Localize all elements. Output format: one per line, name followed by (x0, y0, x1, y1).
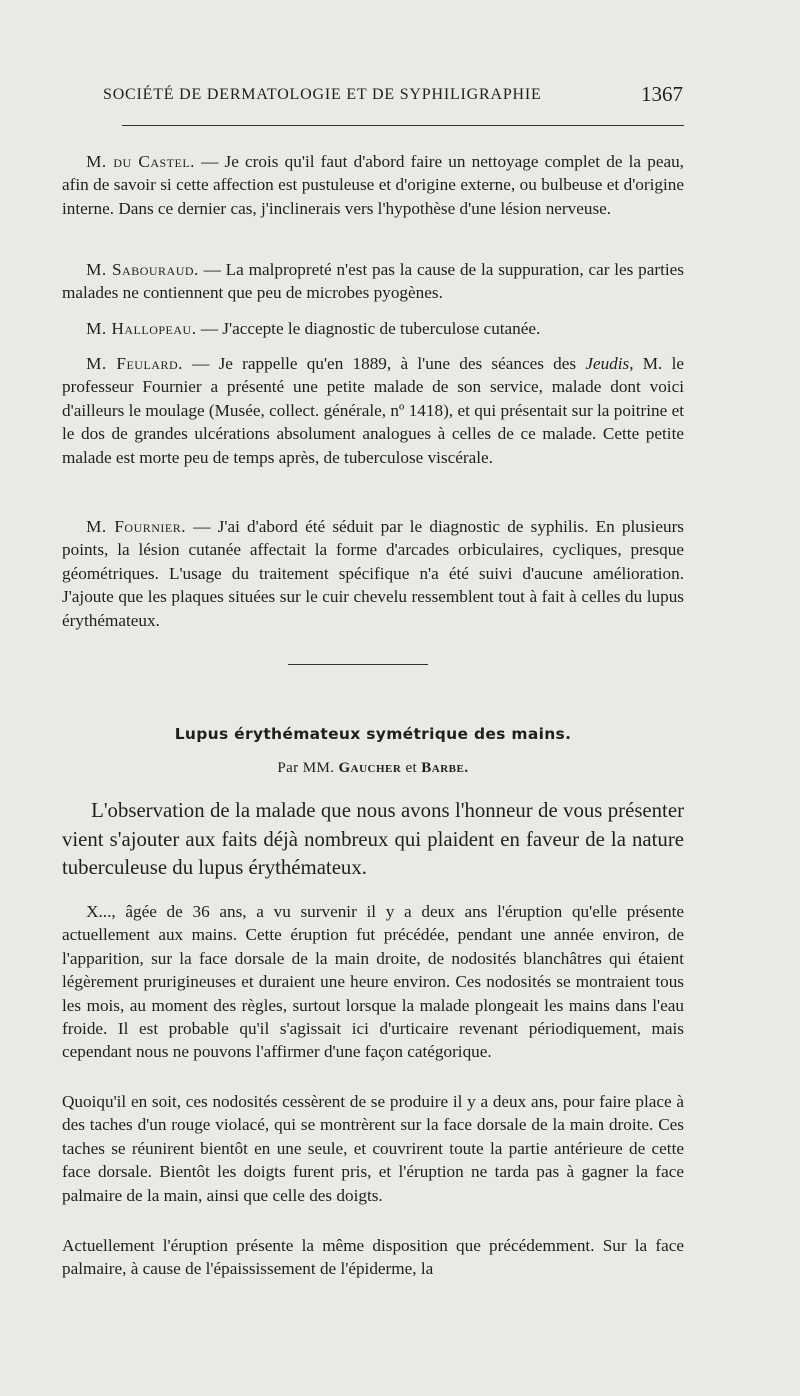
author-name: Barbe. (421, 760, 469, 776)
remark-text: — J'ai d'abord été séduit par le diagnostic de syphilis. En plusieurs points, la lésion cutanée affectait la forme d'arcades orbiculaires, cycliques, presque géométriques. L'usage du traitement spécifique n'a été suivi d'aucune amélioration. J'ajoute que les plaques situées sur le cuir chevelu ressemblent tout à fait à celles du lupus érythémateux. (62, 517, 684, 630)
speaker-name: M. du Castel. (86, 152, 195, 171)
page-number: 1367 (641, 82, 683, 106)
body-paragraph (62, 900, 684, 1064)
remark-text: — Je rappelle qu'en 1889, à l'une des séances des (182, 354, 586, 373)
speaker-name: M. Fournier. (86, 517, 187, 536)
remark-text: — Je crois qu'il faut d'abord faire un nettoyage complet de la peau, afin de savoir si cette affection est pustuleuse et d'origine externe, ou bulbeuse et d'origine interne. Dans ce dernier cas, j'inclinerais vers l'hypothèse d'une lésion nerveuse. (62, 152, 684, 218)
remark-italic: Jeudis (585, 354, 630, 373)
remark-du-castel (62, 150, 684, 220)
byline-prefix: Par MM. (277, 760, 339, 776)
lead-text: L'observation de la malade que nous avons l'honneur de vous présenter vient s'ajouter aux faits déjà nombreux qui plaident en faveur de la nature tuberculeuse du lupus érythémateux. (62, 799, 684, 880)
speaker-name: M. Feulard. (86, 354, 183, 373)
speaker-name: M. Hallopeau. (86, 319, 197, 338)
remark-sabouraud (62, 258, 684, 305)
remark-text: , M. le professeur Fournier a présenté une petite malade de son service, malade dont voici d'ailleurs le moulage (Musée, collect. générale, nº 1418), et qui présentait sur la poitrine et le dos de grandes ulcérations absolument analogues à celles de ce malade. Cette petite malade est morte peu de temps après, de tuberculose viscérale. (62, 354, 685, 467)
remark-hallopeau (62, 317, 684, 340)
remark-fournier (62, 515, 684, 632)
section-separator (288, 664, 428, 665)
paragraph-text: Actuellement l'éruption présente la même disposition que précédemment. Sur la face palmaire, à cause de l'épaississement de l'épiderme, la (62, 1236, 684, 1279)
remark-feulard (62, 352, 684, 469)
speaker-name: M. Sabouraud. (86, 260, 199, 279)
remark-text: — La malpropreté n'est pas la cause de la suppuration, car les parties malades ne contiennent que peu de microbes pyogènes. (62, 260, 684, 303)
article-lead (62, 797, 684, 883)
header-rule (122, 125, 684, 126)
paragraph-text: Quoiqu'il en soit, ces nodosités cessèrent de se produire il y a deux ans, pour faire place à des taches d'un rouge violacé, qui se montrèrent sur la face dorsale de la main droite. Ces taches se réunirent bientôt en une seule, et couvrirent toute la partie antérieure de cette face dorsale. Bientôt les doigts furent pris, et l'éruption ne tarda pas à gagner la face palmaire de la main, ainsi que celle des doigts. (62, 1092, 684, 1205)
paragraph-text: X..., âgée de 36 ans, a vu survenir il y a deux ans l'éruption qu'elle présente actuellement aux mains. Cette éruption fut précédée, pendant une année environ, de l'apparition, sur la face dorsale de la main droite, de nodosités blanchâtres qui étaient légèrement prurigineuses et duraient une heure environ. Ces nodosités se montraient tous les mois, au moment des règles, surtout lorsque la malade plongeait les mains dans l'eau froide. Il est probable qu'il s'agissait ici d'urticaire revenant périodiquement, mais cependant nous ne pouvons l'affirmer d'une façon catégorique. (62, 902, 684, 1062)
article-title: Lupus érythémateux symétrique des mains. (174, 725, 572, 743)
article-byline (62, 760, 684, 777)
author-name: Gaucher (338, 760, 402, 776)
body-paragraph (62, 1234, 684, 1281)
remark-text: — J'accepte le diagnostic de tuberculose cutanée. (196, 319, 541, 338)
byline-joiner: et (401, 760, 422, 776)
body-paragraph (62, 1090, 684, 1207)
running-head (103, 82, 683, 106)
running-title: SOCIÉTÉ DE DERMATOLOGIE ET DE SYPHILIGRAPHIE (103, 86, 542, 103)
